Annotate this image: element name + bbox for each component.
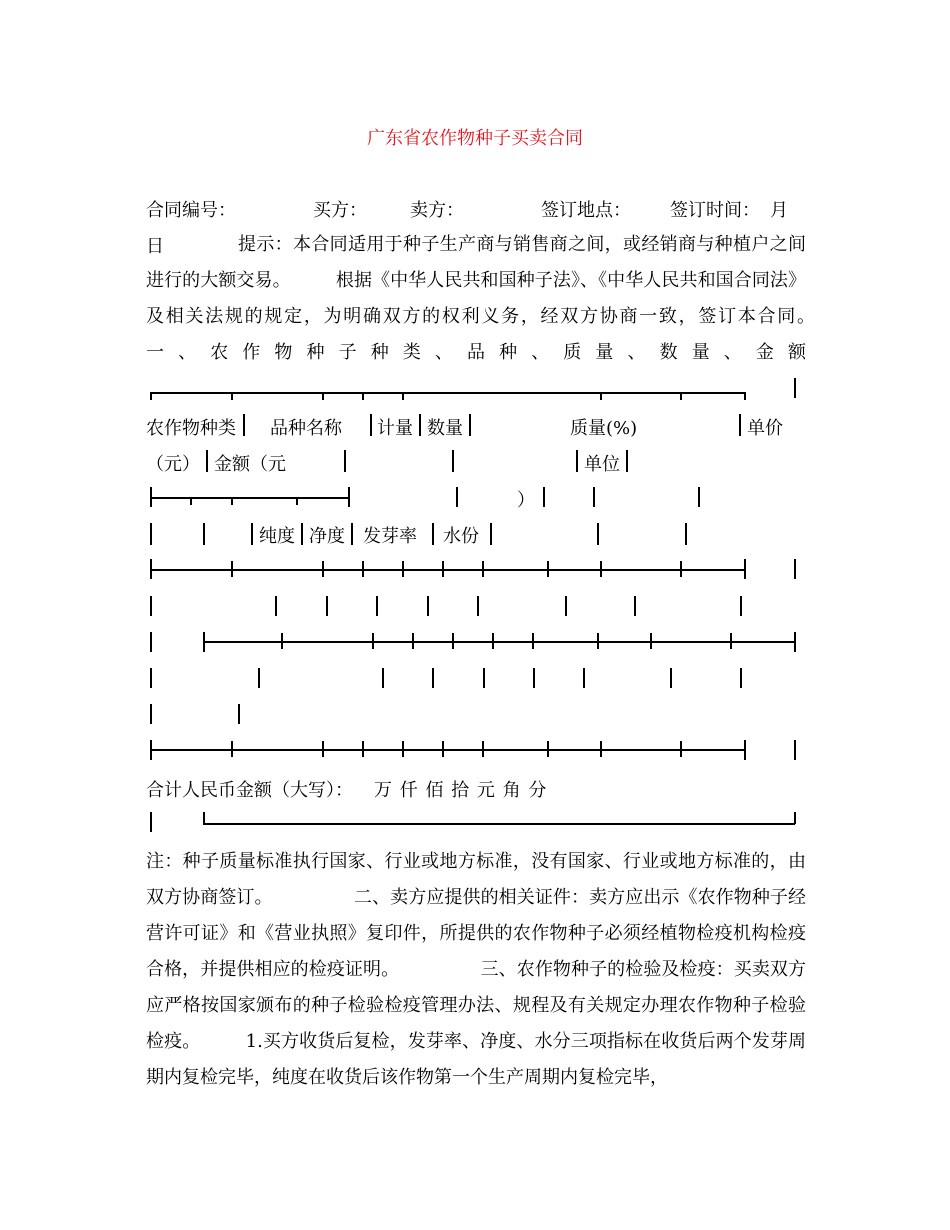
table-sep bbox=[150, 632, 152, 652]
table-sep bbox=[150, 740, 152, 760]
table-border bbox=[150, 569, 745, 571]
table-sep bbox=[344, 450, 346, 472]
contract-number-label: 合同编号： bbox=[146, 200, 236, 221]
intro-paragraph: 提示：本合同适用于种子生产商与销售商之间，或经销商与种植户之间进行的大额交易。 根据《中华人民共和国种子法》、《中华人民共和国合同法》及相关法规的规定，为明确双方的权利义务，经双方协商一致，签订本合同。 一、农作物种子种类、品种、质量、数量、金额 bbox=[146, 234, 878, 363]
table-tick bbox=[600, 741, 602, 757]
table-tick bbox=[442, 561, 444, 577]
table-tick bbox=[322, 741, 324, 757]
table-tick bbox=[730, 633, 732, 649]
table-tick bbox=[452, 633, 454, 649]
table-sep bbox=[698, 487, 700, 507]
table-sep bbox=[626, 450, 628, 472]
table-sep bbox=[150, 523, 152, 545]
table-sep bbox=[477, 596, 479, 616]
measure-header: 计量 bbox=[377, 418, 413, 439]
table-tick bbox=[680, 741, 682, 757]
table-tick bbox=[547, 741, 549, 757]
table-tick bbox=[362, 392, 364, 400]
table-sep bbox=[432, 523, 434, 545]
signing-place-label: 签订地点： bbox=[541, 200, 631, 221]
table-sep bbox=[576, 450, 578, 472]
table-sep bbox=[456, 487, 458, 507]
table-sep bbox=[150, 559, 152, 579]
table-border bbox=[203, 641, 795, 643]
table-sep bbox=[150, 668, 152, 688]
table-sep bbox=[452, 450, 454, 472]
table-tick bbox=[402, 392, 404, 400]
table-tick bbox=[322, 392, 324, 400]
table-tick bbox=[532, 633, 534, 649]
table-tick bbox=[231, 741, 233, 757]
table-sep bbox=[238, 704, 240, 724]
germination-header: 发芽率 bbox=[363, 526, 417, 547]
table-sep bbox=[150, 596, 152, 616]
table-sep bbox=[794, 559, 796, 579]
table-sep bbox=[203, 523, 205, 545]
table-sep bbox=[740, 668, 742, 688]
table-tick bbox=[402, 561, 404, 577]
crop-type-header: 农作物种类 bbox=[146, 418, 236, 439]
yuan-header: （元） bbox=[146, 454, 200, 475]
table-tick bbox=[680, 392, 682, 400]
table-tick bbox=[650, 633, 652, 649]
moisture-header: 水份 bbox=[443, 526, 479, 547]
table-tick bbox=[482, 561, 484, 577]
table-tick bbox=[547, 561, 549, 577]
table-sep bbox=[634, 596, 636, 616]
table-tick bbox=[442, 741, 444, 757]
table-sep bbox=[597, 523, 599, 545]
table-tick bbox=[322, 561, 324, 577]
table-tick bbox=[190, 497, 192, 505]
table-tick bbox=[231, 497, 233, 505]
table-tick bbox=[600, 392, 602, 400]
table-sep bbox=[351, 523, 353, 545]
buyer-label: 买方： bbox=[313, 200, 367, 221]
table-sep bbox=[794, 632, 796, 652]
seller-label: 卖方： bbox=[410, 200, 464, 221]
table-border bbox=[150, 497, 348, 499]
table-sep bbox=[251, 523, 253, 545]
table-sep bbox=[275, 596, 277, 616]
table-sep bbox=[432, 668, 434, 688]
table-tick bbox=[597, 633, 599, 649]
table-tick bbox=[362, 561, 364, 577]
table-sep bbox=[206, 450, 208, 472]
quantity-header: 数量 bbox=[427, 418, 463, 439]
terms-paragraph: 注：种子质量标准执行国家、行业或地方标准，没有国家、行业或地方标准的，由双方协商签订。 二、卖方应提供的相关证件：卖方应出示《农作物种子经营许可证》和《营业执照》复印件，所提供的农作物种子必须经植物检疫机构检疫合格，并提供相应的检疫证明。 三、农作物种子的检验及检疫：买卖双方应严格按国家颁布的种子检验检疫管理办法、规程及有关规定办理农作物种子检验检疫。 1.买方收货后复检，发芽率、净度、水分三项指标在收货后两个发芽周期内复检完毕，纯度在收货后该作物第一个生产周期内复检完毕， bbox=[146, 851, 806, 1088]
table-tick bbox=[402, 741, 404, 757]
quality-header: 质量(%) bbox=[570, 418, 638, 439]
table-sep bbox=[203, 632, 205, 652]
table-sep bbox=[543, 487, 545, 507]
purity-header: 纯度 bbox=[259, 526, 295, 547]
unit-price-header: 单价 bbox=[747, 418, 783, 439]
table-tick bbox=[296, 497, 298, 505]
amount-header: 金额（元 bbox=[214, 454, 286, 475]
table-sep bbox=[670, 668, 672, 688]
table-tick bbox=[362, 741, 364, 757]
table-sep bbox=[370, 414, 372, 436]
table-tick bbox=[482, 741, 484, 757]
table-tick bbox=[744, 392, 746, 400]
table-sep bbox=[150, 812, 152, 832]
table-sep bbox=[565, 596, 567, 616]
table-sep bbox=[326, 596, 328, 616]
total-amount-label: 合计人民币金额（大写）： bbox=[146, 780, 353, 801]
total-amount-units: 万 仟 佰 拾 元 角 分 bbox=[374, 780, 548, 801]
table-sep bbox=[744, 559, 746, 579]
table-tick bbox=[492, 633, 494, 649]
table-tick bbox=[412, 633, 414, 649]
day-label: 日 bbox=[146, 236, 164, 257]
table-sep bbox=[258, 668, 260, 688]
table-sep bbox=[382, 668, 384, 688]
table-sep bbox=[419, 414, 421, 436]
signing-time-label: 签订时间： bbox=[670, 200, 760, 221]
table-tick bbox=[281, 633, 283, 649]
table-sep bbox=[490, 523, 492, 545]
table-sep bbox=[593, 487, 595, 507]
table-border bbox=[150, 392, 745, 394]
table-tick bbox=[680, 561, 682, 577]
variety-header: 品种名称 bbox=[270, 418, 342, 439]
table-sep bbox=[794, 740, 796, 760]
table-sep bbox=[483, 668, 485, 688]
table-sep bbox=[744, 740, 746, 760]
table-sep bbox=[301, 523, 303, 545]
table-border bbox=[150, 749, 745, 751]
table-sep bbox=[533, 668, 535, 688]
table-sep bbox=[469, 414, 471, 436]
paren-close: ） bbox=[517, 490, 535, 511]
table-sep bbox=[348, 487, 350, 507]
month-label: 月 bbox=[770, 200, 788, 221]
table-sep bbox=[376, 596, 378, 616]
table-tick bbox=[794, 378, 796, 398]
unit-header: 单位 bbox=[584, 454, 620, 475]
table-border bbox=[203, 823, 795, 825]
table-sep bbox=[150, 704, 152, 724]
table-sep bbox=[243, 414, 245, 436]
table-sep bbox=[740, 596, 742, 616]
table-tick bbox=[150, 392, 152, 400]
table-tick bbox=[600, 561, 602, 577]
table-tick bbox=[794, 812, 796, 824]
table-sep bbox=[739, 414, 741, 436]
document-title: 广东省农作物种子买卖合同 bbox=[367, 128, 583, 149]
table-tick bbox=[231, 561, 233, 577]
cleanliness-header: 净度 bbox=[309, 526, 345, 547]
table-tick bbox=[231, 392, 233, 400]
table-tick bbox=[372, 633, 374, 649]
table-sep bbox=[685, 523, 687, 545]
table-sep bbox=[583, 668, 585, 688]
table-sep bbox=[427, 596, 429, 616]
